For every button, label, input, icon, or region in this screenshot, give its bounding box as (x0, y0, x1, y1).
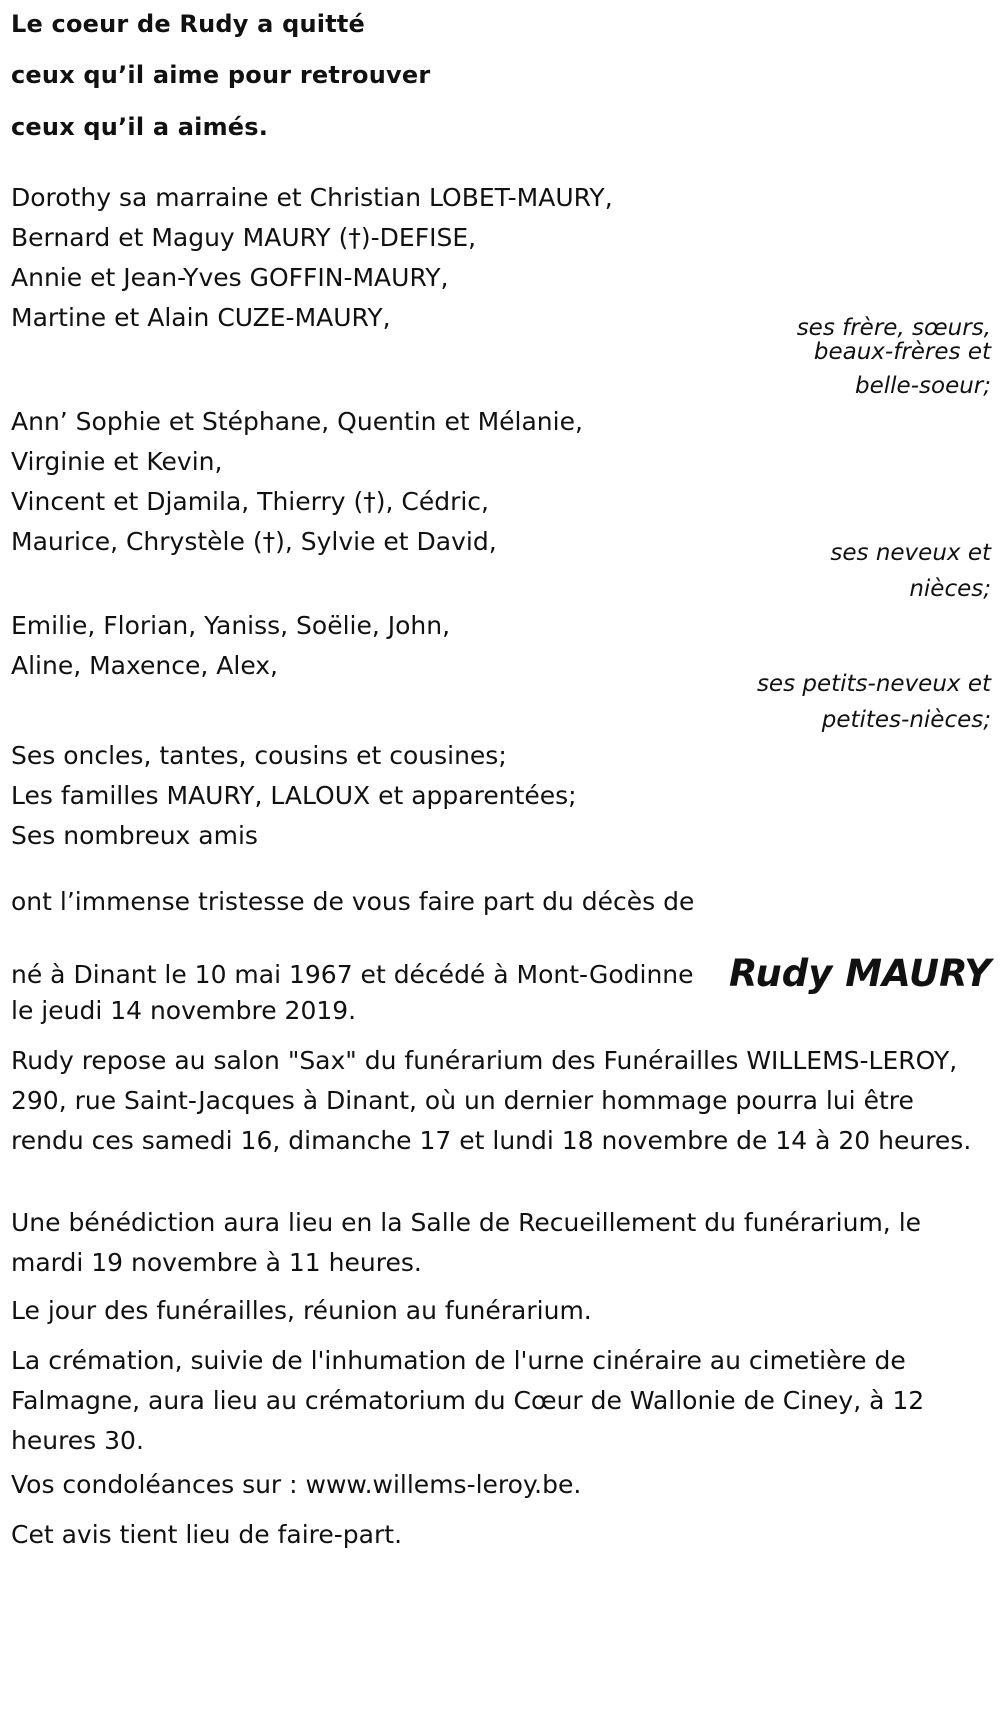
paragraph-viewing: Rudy repose au salon "Sax" du funérarium des Funérailles WILLEMS-LEROY, 290, rue Saint-Jacques à Dinant, où un dernier hommage pourra lui être rendu ces samedi 16, dimanche 17 et lundi 18 novembre de 14 à 20 heures. (11, 1046, 972, 1155)
poem-line-3: ceux qu’il a aimés. (11, 113, 269, 141)
nephew-line: Virginie et Kevin, (11, 447, 223, 476)
others-list (11, 736, 577, 856)
others-line: Les familles MAURY, LALOUX et apparentées; (11, 781, 577, 810)
relation-line: beaux-frères et (813, 339, 991, 365)
nephew-line: Ann’ Sophie et Stéphane, Quentin et Mélanie, (11, 407, 583, 436)
poem-line-1: Le coeur de Rudy a quitté (11, 10, 366, 38)
others-line: Ses oncles, tantes, cousins et cousines; (11, 741, 507, 770)
siblings-list (11, 178, 613, 338)
relation-line: ses petits-neveux et (756, 671, 991, 697)
nephews-relation (830, 541, 991, 565)
nephews-list (11, 402, 583, 562)
relation-line: nièces; (909, 576, 991, 602)
birth-death-line-1: né à Dinant le 10 mai 1967 et décédé à Mont-Godinne (11, 960, 694, 989)
nephew-line: Vincent et Djamila, Thierry (†), Cédric, (11, 487, 489, 516)
grand-nephew-line: Emilie, Florian, Yaniss, Soëlie, John, (11, 611, 451, 640)
paragraph-cremation: La crémation, suivie de l'inhumation de l'urne cinéraire au cimetière de Falmagne, aura lieu au crématorium du Cœur de Wallonie de Ciney, à 12 heures 30. (11, 1346, 925, 1455)
poem-line-2: ceux qu’il aime pour retrouver (11, 61, 431, 89)
nephew-line: Maurice, Chrystèle (†), Sylvie et David, (11, 527, 497, 556)
siblings-relation (797, 316, 991, 364)
birth-death-line-2: le jeudi 14 novembre 2019. (11, 996, 357, 1025)
paragraph-funeral-day: Le jour des funérailles, réunion au funérarium. (11, 1296, 592, 1325)
deceased-name: Rudy MAURY (728, 952, 991, 995)
grand-nephews-list (11, 606, 450, 686)
nephews-relation-end (909, 577, 991, 601)
relation-line: ses neveux et (830, 540, 991, 566)
grand-nephews-relation-end (822, 708, 991, 732)
relation-line: ses frère, sœurs, (796, 315, 991, 341)
sibling-line: Bernard et Maguy MAURY (†)-DEFISE, (11, 223, 477, 252)
paragraph-condolences: Vos condoléances sur : www.willems-leroy.be. (11, 1470, 582, 1499)
grand-nephew-line: Aline, Maxence, Alex, (11, 651, 279, 680)
paragraph-notice: Cet avis tient lieu de faire-part. (11, 1520, 403, 1549)
relation-line: petites-nièces; (821, 707, 991, 733)
sibling-line: Annie et Jean-Yves GOFFIN-MAURY, (11, 263, 449, 292)
sibling-line: Dorothy sa marraine et Christian LOBET-MAURY, (11, 183, 613, 212)
grand-nephews-relation (757, 672, 991, 696)
siblings-relation-end (855, 374, 991, 398)
others-line: Ses nombreux amis (11, 821, 258, 850)
announcement: ont l’immense tristesse de vous faire part du décès de (11, 887, 695, 916)
relation-line: belle-soeur; (855, 373, 991, 399)
paragraph-blessing: Une bénédiction aura lieu en la Salle de Recueillement du funérarium, le mardi 19 novembre à 11 heures. (11, 1208, 922, 1277)
sibling-line: Martine et Alain CUZE-MAURY, (11, 303, 391, 332)
